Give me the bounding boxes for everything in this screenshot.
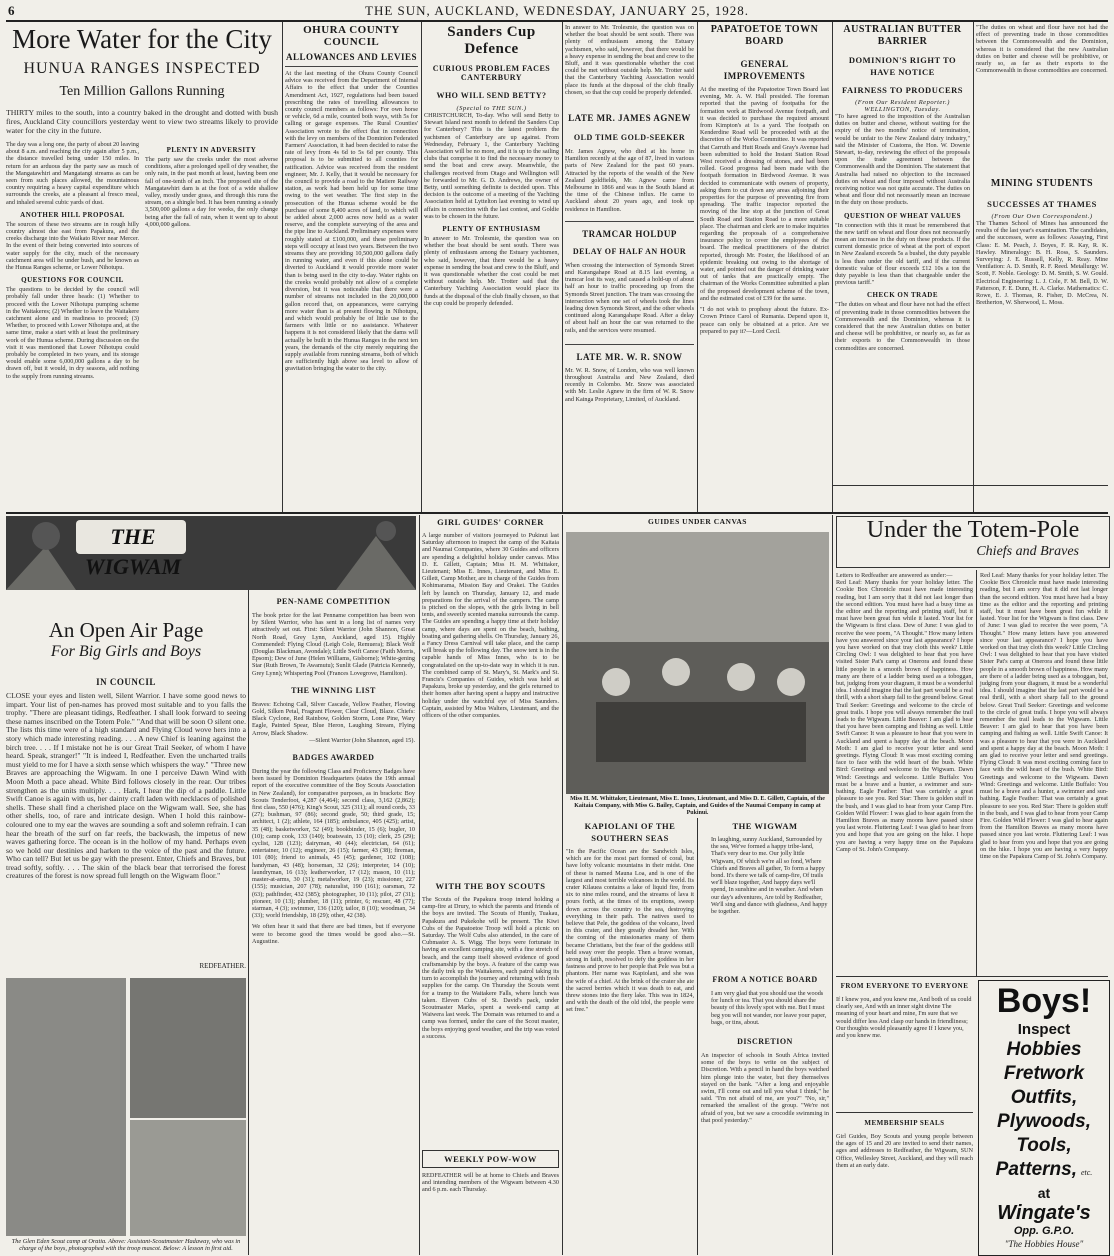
sanders-sub-2: WHO WILL SEND BETTY? [436,91,547,100]
agnew-subtitle: OLD TIME GOLD-SEEKER [573,133,686,142]
mining-byline: (From Our Own Correspondent.) [991,213,1093,220]
snow-body: Mr. W. R. Snow, of London, who was well known throughout Australia and New Zealand, died recently in Colombo. Mr. Snow was associated with Mr. Leslie Agnew in the firm of W. R. Snow and Kainga Proprietary, Limited, of Auckland. [565,366,694,403]
water-subtitle: HUNUA RANGES INSPECTED [23,60,261,77]
agnew-body: Mr. James Agnew, who died at his home in Hamilton recently at the age of 87, lived in various parts of New Zealand for the past 60 years. Attracted by the reports of the wealth of the New Zealand goldfields, Mr. Agnew came from Melbourne in 1866 and was in the South Island at the time of the Chinese influx. He came to Auckland about 20 years ago, and took up residence in Hamilton. [565,148,694,213]
scout-photo-bottom [130,1120,246,1236]
everyone-body: If I knew you, and you knew me, And both of us could clearly see, And with an inner sight divine The meaning of your heart and mine, I'm sure that we would differ less And clasp our hands in friendliness; Our thoughts would pleasantly agree If I knew you, and you knew me. [836,996,972,1040]
wigwam-banner-art [6,516,416,590]
butter-sub-2: FAIRNESS TO PRODUCERS [841,85,964,95]
tramcar-subtitle: DELAY OF HALF AN HOUR [572,246,687,256]
scouts-body: The Scouts of the Papakura troop intend holding a camp-fire at Drury, to which the parents and friends of the boys are invited. The Scouts of Huntly, Tuakau, Papakura and Pukekohe will be present. The Kiwi Cubs of the Papatoetoe Troop will hold a picnic on Saturday. The Wolf Cubs also attended, in the care of Cubmaster A. S. Wigg. The boys were fortunate in having an excellent camping site, with a fine stretch of beach, and the camp itself showed evidence of good craftsmanship by the boys. A feature of the camp was the daily trek up the Waitakeres, each patrol taking its turn to accomplish the journey and returning with fresh supplies for the camp. On Thursday the Scouts went for a tramp to the Waitakere Falls, where lunch was taken. Eleven Cubs of St. David's pack, under Scoutmaster Marks, spent a week-end camp at Waiwera last week. The Domain was returned to and a camp was formed, under the care of the Scout master, the boys enjoying good weather, and the trip was voted a success. [422,896,559,1040]
water-body-2: The sources of these two streams are in rough hilly country almost due east from Papakura, and the creeks discharge into the Waikato River near Mercer. In the event of their being converted into sources of water supply for the city, much of the necessary catchment area will be under bush, and be known as the Hunua Ranges scheme, or Lower Nihotupu. [6,220,139,272]
kapiolani-article [566,820,694,1254]
butter-article [835,24,970,482]
scout-photo-caption: The Glen Eden Scout camp at Oratia. Above: Assistant-Scoutmaster Hadaway, who was in charge of the boys, photographed with the troop mascot. Below: A lesson in first aid. [11,1238,241,1252]
ad-line-2: Hobbies [1006,1039,1082,1060]
notice-title: FROM A NOTICE BOARD [712,975,818,984]
winning-head: THE WINNING LIST [291,685,376,695]
water-body-4: The party saw the creeks under the most adverse conditions, after a prolonged spell of dry weather, the only rain, in the past month at least, having been one fall of one-tenth of an inch. The proposed site of the Mangatawhiri dam is at the foot of a wide shallow valley, mostly under grass, and through this runs the stream, on a shingle bed. It has been running a steady 3,500,000 gallons a day for weeks, the only change being after the fall of rain, when it went up to about 4,000,000 gallons. [145,156,278,228]
wigwam-banner-title: THE WIGWAM [84,524,182,579]
sanders-body-2: In answer to Mr. Trolesmie, the question was on whether the boat should be sent south. There was plenty of enthusiasm among the Estuary yachtsmen, who said, however, that there would be a heavy expense in sending the boat and crew to the Bluff, and it was questionable whether the cost could be met without outside help. Mr. Trotter said that the Canterbury Yachting Association would place its funds at the disposal of the club finally chosen, so that the cup could be properly defended. [424,235,559,307]
wingates-ad [978,980,1110,1256]
water-sub-1: ANOTHER HILL PROPOSAL [20,210,125,219]
badges-head: BADGES AWARDED [292,753,375,763]
wigwam-title: An Open Air Page [48,618,204,642]
ohura-body: At the last meeting of the Ohura County Council advice was received from the Department of Internal Affairs to the effect that under the Counties Amendment Act, 1927, regulations had been issued prescribing the rates of travelling allowances to county council members as follows: For own horse or vehicle, 6d a mile, counted both ways, with 5s for calling or garage expenses. The Rural Counties' Association wrote to the effect that in connection with the levy on members of the Dominion Federated Farmers' Association, it had been decided to raise the rate of levy from 4s 6d to 5s 6d per county. This proposal is to be submitted to all counties for ratification. Advice was received from the resident engineer, Mr. J. Kelly, that it would be necessary for the council to provide a road to the Matiere Railway station, as work had been held up for some time owing to the wet weather. The first step in the prosecution of the Hunua scheme would be the purchase of some 8,400 acres of land, to which will be added about 2,000 acres now held as a water reserve, and the complete surveying of the area and the pipe line to Auckland. Preliminary expenses were roughly stated at £100,000, and these preliminary steps will occupy at least two years. Between the two streams they are providing 10,500,000 gallons daily in running water, and even if this alone could be diverted to Auckland it would provide more water than is being used in the city to-day. Water rights on the creeks would probably not allow of a complete diversion, but it was noticeable that there were a number of streams not included in the 20,000,000 gallon record that, on appearances, were carrying more water than is at present flowing in Nihotupu, and which would probably be of little use to the farmers with little or no assistance. Whatever happens it is not considered likely that the dams will actually be built in the Hunua Ranges in the next ten years, the demands of the city merely requiring the supply available from running streams, both of which are sufficiently high above sea level to allow of gravitation bringing the water to the city. [285,70,418,373]
camp-title: GUIDES UNDER CANVAS [648,517,747,526]
papatoetoe-title: PAPATOETOE TOWN BOARD [710,24,819,47]
water-lead: THIRTY miles to the south, into a country baked in the drought and dotted with bush fires, Auckland City councillors yesterday went to view two streams likely to provide water for the city in the future. [6,108,278,135]
totem-body: Red Leaf: Many thanks for your holiday letter. The Cookie Box Chronicle must have made interesting reading, but I am sorry that it did not last longer than the second edition. You must have had a busy time as the editor and the reporting and printing staff, but it must have been great fun while it lasted. Your list for the Wigwam is first class. Dew of June: I was glad to receive the wee poem, "A Thought." How many letters have you answered since your last appearance? I hope you have worked on that tray cloth this week? Little Circling Owl: I was delighted to hear that you have visited Sister Pat's camp at Onerora and found these little people in a smooth brown of happiness. How many are there of a ladder being used as a toboggan, but, judging from your diagram, it must be a wonderful idea. I should imagine that the last part would be a real thrill, with a short sharp fall to the ground below. Great Trail Seeker: Greetings and welcome to the circle of great trails. I hope you will always remember the trail leads to the Wigwam. Little Beaver: I am glad to hear that you have been camping and fishing as well. Little Swift Canoe: It was a pleasure to hear that you were in Auckland and spent a happy day at the beach. Moon Moth: I am glad to receive your letter and send greetings. Flying Cloud: It was most exciting coming face to face with the wild heart of the bush. White Bird: Greetings and welcome to the Wigwam. Dawn Wind: Greetings and welcome. Little Buffalo: You must be a brave and a hunter, a swimmer and sun-bathing. Eagle Feather: That was certainly a great pleasure to see you. Red Star: There is golden stuff in the bush, and I was glad to hear from your Camp Fire. Golden Wild Flower: I was glad to hear again from the Hamilton Braves as many moons have passed since you last wrote. Fluttering Leaf: I was glad to hear from you and hope that you are going on the hike. I hope you are having a very happy time on the Papakura Camp of St. John's Company. [836,579,973,853]
wigwam-poem-title: THE WIGWAM [732,821,798,831]
council-head: IN COUNCIL [96,677,156,687]
mining-subtitle: SUCCESSES AT THAMES [987,199,1097,209]
badges-tail: We often hear it said that there are bad times, but if everyone were to become good the times would be good also.—St. Augustine. [252,923,415,945]
notice-body: I am very glad that you should use the woods for lunch or tea. That you should share the beauty of this lovely spot with me. But I must beg you will not wander, nor leave your paper, bags, or tins, about. [711,990,827,1026]
everyone-head: FROM EVERYONE TO EVERYONE [840,982,969,990]
snow-title: LATE MR. W. R. SNOW [565,344,694,363]
ad-etc: etc. [1080,1168,1093,1177]
water-sub-2: QUESTIONS FOR COUNCIL [21,276,124,285]
middle-column [565,24,694,510]
penname-column [252,596,415,1254]
council-heading [6,676,246,690]
sanders-subtitle: CURIOUS PROBLEM FACES CANTERBURY [432,64,551,82]
ad-headline: Boys! [996,982,1092,1020]
water-article [6,24,278,510]
scout-photo-left [6,978,126,1236]
penname-title: PEN-NAME COMPETITION [276,597,391,606]
seals-head: MEMBERSHIP SEALS [836,1112,973,1129]
ad-line-1: Inspect [1017,1021,1071,1038]
ad-address: Opp. G.P.O. [1013,1225,1075,1237]
poem-column [701,820,829,1254]
wigwam-poem-body: In laughing, sunny Auckland, Surrounded by the sea, We've formed a happy tribe-land, That's very dear to me. Our jolly little Wigwam, Of which we're all so fond, Where Chiefs and Braves all gather, To form a happy bond. It's there we talk of camp-fire, Of trails we'll blaze together, And happy days we'll spend, In sunshine and in weather. And when our day's adventures, Are told by Redfeather, We'll sing and dance with gladness, And happy be together. [711,836,828,916]
scouts-title: WITH THE BOY SCOUTS [435,881,546,891]
discretion-title: DISCRETION [737,1037,793,1047]
sanders-article [424,24,559,510]
wigwam-subtitle: For Big Girls and Boys [50,643,202,660]
ohura-article [285,24,418,510]
totem-body-continued: Red Leaf: Many thanks for your holiday letter. The Cookie Box Chronicle must have made interesting reading, but I am sorry that it did not last longer than the second edition. You must have had a busy time as the editor and the reporting and printing staff, but it must have been great fun while it lasted. Your list for the Wigwam is first class. Dew of June: I was glad to receive the wee poem, "A Thought." How many letters have you answered since your last appearance? I hope you have worked on that tray cloth this week? Little Circling Owl: I was delighted to hear that you have visited Sister Pat's camp at Onerora and found these little people in a smooth brown of happiness. How many are there of a ladder being used as a toboggan, but, judging from your diagram, it must be a wonderful idea. I should imagine that the last part would be a real thrill, with a short sharp fall to the ground below. Great Trail Seeker: Greetings and welcome to the circle of great trails. I hope you will always remember the trail leads to the Wigwam. Little Beaver: I am glad to hear that you have been camping and fishing as well. Little Swift Canoe: It was a pleasure to hear that you were in Auckland and spent a happy day at the beach. Moon Moth: I am glad to receive your letter and send greetings. Flying Cloud: It was most exciting coming face to face with the wild heart of the bush. White Bird: Greetings and welcome to the Wigwam. Dawn Wind: Greetings and welcome. Little Buffalo: You must be a brave and a hunter, a swimmer and sun-bathing. Eagle Feather: That was certainly a great pleasure to see you. Red Star: There is golden stuff in the bush, and I was glad to hear from your Camp Fire. Golden Wild Flower: I was glad to hear again from the Hamilton Braves as many moons have passed since you last wrote. Fluttering Leaf: I was glad to hear from you and hope that you are going on the hike. I hope you are having a very happy time on the Papakura Camp of St. John's Company. [980,572,1108,860]
seals-body: Girl Guides, Boy Scouts and young people between the ages of 15 and 20 are invited to send their names, ages and addresses to Redfeather, the Wigwam, SUN Office, Wellesley Street, Auckland, and they will reach them at an early date. [836,1133,973,1169]
pick-up-text: In answer to Mr. Trolesmie, the question was on whether the boat should be sent south. There was plenty of enthusiasm among the Estuary yachtsmen, who said, however, that there would be a heavy expense in sending the boat and crew to the Bluff, and it was questionable whether the cost could be met without outside help. Mr. Trotter said that the Canterbury Yachting Association would place its funds at the disposal of the club finally chosen, so that the cup could be properly defended. [565,24,694,96]
mining-title: MINING STUDENTS [990,178,1094,189]
kapiolani-body: "In the Pacific Ocean are the Sandwich Isles, which are for the most part formed of coral, but have lofty volcanic mountains in their midst. One of these is named Mauna Loa, and is one of the largest and most terrible volcanoes in the world. Its crater Kilauea contains a lake of liquid fire, from six to nine miles round, and the streams of lava it pours forth, at the times of its eruptions, sweep down across the country to the sea, destroying everything in their path. The natives used to believe that Pele, the goddess of the volcano, lived in this crater, and they greatly dreaded her. With the coming of the missionaries many of them became Christians, but the fear of the goddess still held sway over the people. Then a brave woman, strong in faith, resolved to defy the goddess in her fastness and prove to her people that Pele was but a phantom. Her name was Kapiolani, and she was the wife of a chief. At the brink of the crater she ate the sacred berries which it was death to eat, and threw stones into the fiery lake. This was in 1824, and with the death of the old idol, the people were set free." [566,848,694,1014]
powwow-body: REDFEATHER will be at home to Chiefs and Braves and intending members of the Wigwam between 4.30 and 6 p.m. each Thursday. [422,1172,559,1194]
ad-line-6: Tools, [1016,1135,1072,1156]
winning-sign: —Silent Warrior (John Shannon, aged 15). [309,736,415,744]
page-number: 6 [8,3,15,18]
totem-column-2 [980,572,1108,974]
ad-line-5: Plywoods, [997,1111,1091,1132]
wigwam-banner [6,516,416,590]
scout-photo-top [130,978,246,1118]
butter-byline: (From Our Resident Reporter.) WELLINGTON, Tuesday. [855,99,950,113]
totem-subtitle: Chiefs and Braves [976,544,1079,559]
totem-heading [836,516,1110,568]
sanders-byline: (Special to THE SUN.) [456,105,527,112]
wigwam-signoff: REDFEATHER. [199,962,246,970]
ad-tagline: "The Hobbies House" [1004,1239,1084,1249]
totem-title: Under the Totem-Pole [866,517,1080,543]
badges-body: During the year the following Class and Proficiency Badges have been issued by Dominion Headquarters (states the 19th annual report of the executive committee of the Boy Scouts Association in New Zealand), for comparative purposes, as in brackets: Boy Scouts Tenderfoot, 4,287 (4,464); second class, 3,162 (2,862); first class, 550 (476); King's Scout, 325 (311); all round cords, 33 (27); bushman, 97 (86); second grade, 50; third grade, 15; architect, 1 (2); athlete, 164 (185); ambulance, 405 (425); artist, 35 (48); basketworker, 52 (49); bookbinder, 15 (6); bugler, 10 (10); camp cook, 133 (140); boatswain, 13 (10); clerk, 25 (29); cyclist, 128 (123); dairyman, 40 (44); electrician, 64 (61); entertainer, 10 (12); engineer, 26 (15); farmer, 43 (38); fireman, 101 (80); friend to animals, 45 (45); gardener, 102 (108); handyman, 43 (48); horseman, 32 (26); interpreter, 14 (10); laundryman, 16 (13); leatherworker, 17 (12); mason, 10 (11); master-at-arms, 30 (31); metalworker, 19 (23); missioner, 227 (155); musician, 207 (78); naturalist, 190 (161); oarsman, 72 (63); pathfinder, 432 (385); photographer, 10 (11); pilot, 27 (31); pioneer, 10 (13); plumber, 18 (11); printer, 6; rescuer, 48 (77); starman, 4 (3); swimmer, 136 (120); tailor, 8 (10); woodman, 34 (33); world friendship, 18 (29); other, 42 (38). [252,768,415,920]
water-sub-3: PLENTY IN ADVERSITY [166,146,257,154]
tramcar-body: When crossing the intersection of Symonds Street and Karangahape Road at 8.15 last evening, a tramcar lost its way, and caused a hold-up of about half an hour to traffic proceeding up from the Symonds Street junction. The tram was crossing the intersection when one set of wheels took the lines leading down Symonds Street, and the other wheels continued along Karangahape Road. After a delay of about half an hour the car was returned to the rails, and the services were resumed. [565,261,694,334]
papatoetoe-quote: "I do not wish to prophesy about the future. Ex-Crown Prince Carol of Rumania. Depend upon it, peace can only be obtained at a price. Are we prepared to pay it?—Lord Cecil. [700,306,829,335]
ohura-subtitle: ALLOWANCES AND LEVIES [285,51,418,67]
water-body-3: The questions to be decided by the council will probably fall under three heads: (1) Whether to proceed with the Lower Nihotupu pumping scheme in the Waitakeres; (2) Whether to leave the Waitakere catchment alone and in readiness to proceed; (3) Whether, to proceed with Lower Nihotupu and, at the same time, make a start with at least the preliminary work of the Hunua scheme. During discussion on the visit it was mentioned that Lower Nihotupu could probably be completed in two years, and its storage would enable some 6,000,000 gallons a day to be drawn off, but it would, in dry seasons, add nothing to the supply from running streams. [6,286,139,380]
camp-caption: Miss H. M. Whittaker, Lieutenant, Miss E. Innes, Lieutenant, and Miss D. E. Gillett, Captain, of the Kaitaia Company, with Miss G. Bailey, Captain, and Guides of the Naumai Company in camp at Pukinui. [570,796,825,816]
winning-list: Braves: Echoing Call, Silver Cascade, Yellow Feather, Flowing Gold, Silken Petal, Fragrant Flower, Clear Cloud, Blaze. Chiefs: Black Cyclone, Red Rainbow, Golden Storm, Lone Pine, Wary Eagle, Painted Spear, Blue Heron, Laughing Stream, Flying Arrow, Black Shadow. [252,700,415,737]
guides-body: A large number of visitors journeyed to Pukinui last Saturday afternoon to inspect the camp of the Kaitaia and Naumai Companies, where 30 Guides and officers are spending a delightful holiday under canvas. Miss D. E. Gillett, Captain; Miss H. M. Whittaker, Lieutenant; Miss E. Innes, Lieutenant, and Miss E. Gillett, Camp Mother, are in charge of the Guides from Kohimarama, Mission Bay and Orakei. The Guides left by launch on Thursday, January 12, and made preparations for the arrival of the campers. The camp is pitched on the slopes, with the girls living in bell tents, and sweetly scented manuka surrounds the camp. The Guides are spending a happy time at their holiday camp, where days are spent on the beach, bathing, boating and gathering shells. On Thursday, January 26, a Fancy Dress Carnival will take place, and the camp will break up the following day. The snow tent is in the capable hands of Miss Innes, who is to be congratulated on the up-to-date way in which it is run. The combined camp of St. Mary's, St. Mark's and St. Francis's Companies of Guides, which was held at Papakura, broke up yesterday, and the girls returned to their homes after having spent a happy and instructive holiday under the watchful eye of Miss Saunders. Captain, assisted by Miss Walters, Lieutenant, and the officers of the other companies. [422,532,559,720]
papatoetoe-subtitle: GENERAL IMPROVEMENTS [723,59,806,81]
butter-body: "To have agreed to the imposition of the Australian duties on butter and cheese, without waiting for the expiry of the two months' notice of termination, would be unfair to the New Zealand dairy industry," said the Minister of Customs, the Hon. W. Downie Stewart, to-day, reviewing the effect of the proposals upon the trade agreement between the Commonwealth and the Dominion. The statement that Australia had raised no objection to the increased duties on wheat and flour imposed without Australia receiving notice was not quite accurate. The duties on wheat and flour did not necessarily mean an increase in the duty on those products. [835,113,970,207]
sanders-title: Sanders Cup Defence [447,24,536,57]
water-title: More Water for the City [12,24,272,54]
page-header [6,2,1108,22]
ad-line-4: Outfits, [1010,1087,1078,1108]
agnew-title: LATE MR. JAMES AGNEW [568,113,691,123]
ad-store: Wingate's [997,1202,1091,1224]
discretion-body: An inspector of schools in South Africa invited some of the boys to write on the subject of Discretion. With a pencil in hand the boys watched him plunge into the water, but they themselves stayed on the bank. "After a long and enjoyable swim, I'll come out and tell you what I think," he said. "I'm not afraid of me, are you?" "No, sir," remarked the smallest of the group. "We're not afraid of you, but we saw a crocodile swimming in that pool yesterday." [701,1052,829,1124]
totem-column-1 [836,572,973,974]
papatoetoe-body: At the meeting of the Papatoetoe Town Board last evening, Mr. A. W. Hall presided. The foreman reported that the paving of footpaths for the formation work at Birdwood Avenue footpath, and it was decided to purchase the required amount from Kimpton's at 1s a yard. The footpath on Kenderdine Road will be proceeded with at the discretion of the Works Committee. It was reported that Carruth and Hutt Roads and Gray's Avenue had been submitted to hold the Instant Station Road West received a dressing of stones, and had been rolled. Good progress had been made with the footpath formation in Birdwood Avenue. It was decided to communicate with owners of property, asking them to cut down any areas adjoining their properties for the purpose of preventing fire from spreading. The traffic inspector reported the moving of the line stop at the junction of Great South Road and Station Road to a more suitable place. The chairman and clerk are to make inquiries regarding the proposals of a comprehensive insurance policy to cover the employees of the board. The medical practitioners of the district reported, through Mr. Foster, the likelihood of an epidemic breaking out owing to the shortage of water, and pointed out the danger of drinking water out of tanks that are practically empty. The chairman of the Works Committee submitted a plan of the proposed development scheme of the town, and the estimated cost of £39 for the same. [700,86,829,302]
ohura-title: OHURA COUNTY COUNCIL [303,24,400,48]
guides-title: GIRL GUIDES' CORNER [437,517,544,527]
penname-body: The book prize for the last Penname competition has been won by Silent Warrior, who has sent in a long list of names very attractively set out. First: Silent Warrior (John Shannon, Great North Road, Grey Lynn, Auckland, aged 15). Highly Commended: Flying Cloud (Leigh Cole, Remuera); Black Wolf (Douglas Blackman, Avondale); Little Swift Canoe (Faith Morris, Epsom); Dew of June (Helen Williams, Gisborne); White-gening Star (Ruth Brown, Te Awamutu); Sunlit Glade (Patricia Kennedy, Grey Lynn); Whispering Pool (Frances Lovegrove, Hamilton). [252,612,415,677]
guides-camp-photo-art [566,532,829,794]
butter-body-2: "In connection with this it must be remembered that the new tariff on wheat and flour does not necessarily mean an increase in the duty on these products. If the current domestic price of wheat at the port of export in New Zealand exceeds 5s a bushel, the duty payable is less than under the old tariff, and if the current domestic value of flour exceeds £12 10s a ton the duty payable is less than that chargeable under the previous tariff." [835,221,970,287]
butter-sub-4: CHECK ON TRADE [866,291,939,300]
mining-article [976,24,1108,482]
wigwam-body: CLOSE your eyes and listen well, Silent Warrior. I have some good news to impart. Your list of pen-names has proved most suitable and to you falls the trophy. "There are pleasant tidings, Redfeather. I shall look forward to seeing these names inscribed on the Totem Pole." "And that will be soon O silent one. The lists this time were of a high standard and Flying Cloud wove hers into a story which made interesting reading. . . . A new Chief is leaning against the birch tree. . . . If I mistake not he is our Great Trail Seeker, of whom I have heard. Speak, stranger!" "It is indeed I, Redfeather. Even the uncharted trails must yield to me for I have a sixth sense which whispers the way." "Three new Braves are approaching the Wigwam. In one I perceive Dawn Wind with Moon Moth a pace ahead. White Bird follows closely in the rear. Our tribes strengthen as the units multiply. . . . Hark, I hear the dip of a paddle. Little Swift Canoe is again with us, her dainty craft laden with necklaces of polished shells. These shall find a cherished place on the Wigwam wall. See, she has other shells, too, of rare and intricate design. When I hold this rainbow-coloured one to my ear the waves are sounding a soft and solemn refrain. I can hear the breath of the surf on far reefs, the backwash, the impetus of new waves gathering force. The ocean is in the hollow of my hand. Perhaps even so we hold our destinies and harken to the voice of the past and the future. Who can tell? But let us be gay with the present. Enter, Chiefs and Braves, but tread softly, softly. . . . The skin of the black bear that terrorised the forest creatures of the forest is now spread full length on the Wigwam floor." [6,691,246,881]
masthead: THE SUN, AUCKLAND, WEDNESDAY, JANUARY 25, 1928. [365,3,749,18]
butter-body-3: "The duties on wheat and flour have not had the effect of preventing trade in those commodities between the Commonwealth and the Dominion, whereas it is considered that the new Australian duties on butter and cheese will be prohibitive, or nearly so, as far as their exports to the Commonwealth in those commodities are concerned. [835,301,970,352]
butter-subtitle: DOMINION'S RIGHT TO HAVE NOTICE [848,55,957,77]
water-deck: Ten Million Gallons Running [59,84,225,99]
powwow-title: WEEKLY POW-WOW [422,1150,559,1168]
camp-heading [566,516,829,530]
open-air-heading [6,618,246,668]
butter-continued: "The duties on wheat and flour have not had the effect of preventing trade in those commodities between the Commonwealth and the Dominion, whereas it is considered that the new Australian duties on butter and cheese will be prohibitive, or nearly so, as far as their exports to the Commonwealth in those commodities are concerned. [976,24,1108,75]
guides-camp-photo [566,532,829,794]
kapiolani-title: KAPIOLANI OF THE SOUTHERN SEAS [584,821,676,843]
tramcar-title: TRAMCAR HOLDUP [565,221,694,240]
totem-intro: Letters to Redfeather are answered as under:— [836,572,953,579]
butter-title: AUSTRALIAN BUTTER BARRIER [843,24,962,47]
council-text [6,692,246,962]
everyone-article [836,980,973,1254]
papatoetoe-article [700,24,829,510]
butter-sub-3: QUESTION OF WHEAT VALUES [843,211,962,220]
ad-at: at [1037,1185,1051,1201]
ad-line-3: Fretwork [1003,1063,1085,1084]
sanders-body: CHRISTCHURCH, To-day. Who will send Betty to Stewart Island next month to defend the Sanders Cup for Canterbury? This is the latest problem the yachtsmen of Canterbury are up against. From Wednesday, February 1, the Canterbury Yachting Association will be no more, and it is up to the sailing clubs that comprise it to find the necessary money to send the boat and crew away. Meanwhile, the challenges received from Otago and Wellington will be forwarded to Mr. G. D. Andrews, the owner of Betty, until something definite is decided upon. This decision is the outcome of a meeting of the Yachting Association held at Lyttelton last evening to wind up affairs in connection with the last contest, and Goldie was to be chosen in the future. [424,112,559,220]
water-body: The day was a long one, the party of about 20 leaving about 8 a.m. and reaching the city again after 5 p.m., the distance travelled being under 150 miles. In return for an arduous day the party saw as much of the Mangatawhiri and Mangatangi streams as can be seen from such places allowed, the mountainous country requiring a heavy capital expenditure which surrounds the creeks, ate a pleasant al fresco meal, and inhaled several cubic yards of dust. [6,141,139,206]
sanders-sub-3: PLENTY OF ENTHUSIASM [442,225,541,234]
ad-line-7: Patterns, [995,1159,1077,1180]
guides-column [422,516,559,1254]
mining-body: The Thames School of Mines has announced the results of the last year's examination. The candidates, and the successes, were as follows: Assaying, First Class: E. M. Peach, J. Boyes, F. R. Kay, R. K. Hawley. Mineralogy: B. H. Ross, S. Saunders. Surveying: J. E. Russell, Kelly, R. Reay. Mine Ventilation: A. D. Smith, R. F. Reed. Metallurgy: W. Scott, F. Noble. Geology: D. M. Smith, S. W. Gould. Electrical Engineering: L. J. Cole, F. M. Bell, D. W. Patterson, F. E. Dunn, H. A. Clarke. Mathematics: C. Rowe, E. J. Thomas, R. Fisher, D. McCrea, N. Bretherton, W. Sherwood, L. Moss. [976,220,1108,307]
